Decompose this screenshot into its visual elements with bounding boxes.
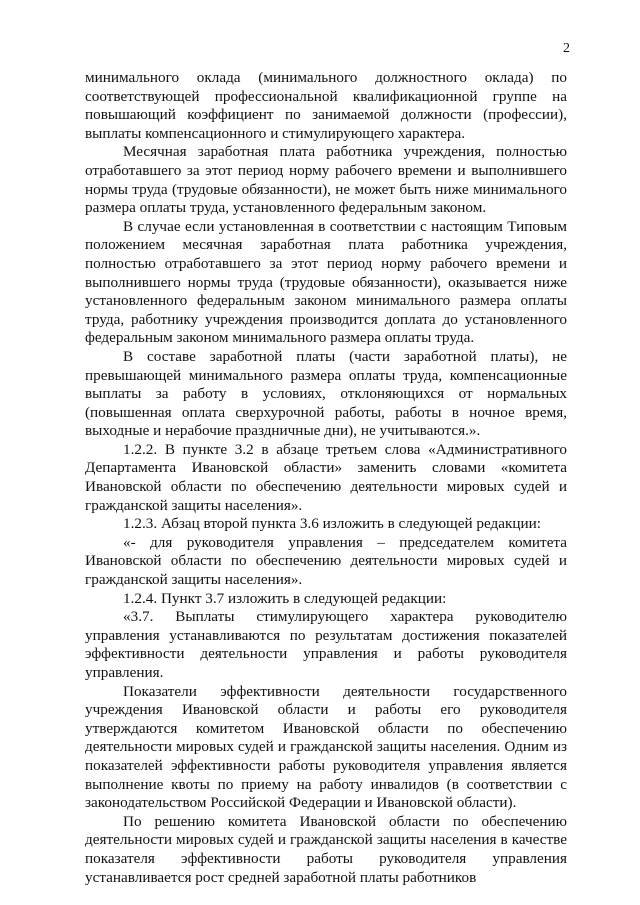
paragraph: «- для руководителя управления – председателем комитета Ивановской области по обеспечению деятельности мировых судей и гражданской защиты населения». — [85, 533, 567, 589]
page-number: 2 — [563, 41, 570, 56]
paragraph: минимального оклада (минимального должностного оклада) по соответствующей профессиональной квалификационной группе на повышающий коэффициент по занимаемой должности (профессии), выплаты компенсационного и стимулирующего характера. — [85, 69, 567, 142]
paragraph: В составе заработной платы (части заработной платы), не превышающей минимального размера оплаты труда, компенсационные выплаты за работу в условиях, отклоняющихся от нормальных (повышенная оплата сверхурочной работы, работы в ночное время, выходные и нерабочие праздничные дни), не учитываются.». — [85, 347, 567, 440]
paragraph: Показатели эффективности деятельности государственного учреждения Ивановской области и работы его руководителя утверждаются комитетом Ивановской области по обеспечению деятельности мировых судей и гражданской защиты населения. Одним из показателей эффективности работы руководителя управления является выполнение квоты по приему на работу инвалидов (в соответствии с законодательством Российской Федерации и Ивановской области). — [85, 682, 567, 812]
paragraph: По решению комитета Ивановской области по обеспечению деятельности мировых судей и гражданской защиты населения в качестве показателя эффективности работы руководителя управления устанавливается рост средней заработной платы работников — [85, 812, 567, 886]
paragraph: «3.7. Выплаты стимулирующего характера руководителю управления устанавливаются по результатам достижения показателей эффективности деятельности управления и работы руководителя управления. — [85, 608, 567, 681]
paragraph: В случае если установленная в соответствии с настоящим Типовым положением месячная заработная плата работника учреждения, полностью отработавшего за этот период норму рабочего времени и выполнившего нормы труда (трудовые обязанности), оказывается ниже установленного федеральным законом минимального размера оплаты труда, работнику учреждения производится доплата до установленного федеральным законом минимального размера оплаты труда. — [85, 217, 567, 347]
paragraph: 1.2.3. Абзац второй пункта 3.6 изложить в следующей редакции: — [123, 515, 542, 533]
paragraph: 1.2.2. В пункте 3.2 в абзаце третьем слова «Административного Департамента Ивановской области» заменить словами «комитета Ивановской области по обеспечению деятельности мировых судей и гражданской защиты населения». — [85, 440, 567, 514]
paragraph: 1.2.4. Пункт 3.7 изложить в следующей редакции: — [123, 589, 447, 607]
paragraph: Месячная заработная плата работника учреждения, полностью отработавшего за этот период норму рабочего времени и выполнившего нормы труда (трудовые обязанности), не может быть ниже минимального размера оплаты труда, установленного федеральным законом. — [85, 143, 567, 217]
document-body — [85, 69, 567, 887]
